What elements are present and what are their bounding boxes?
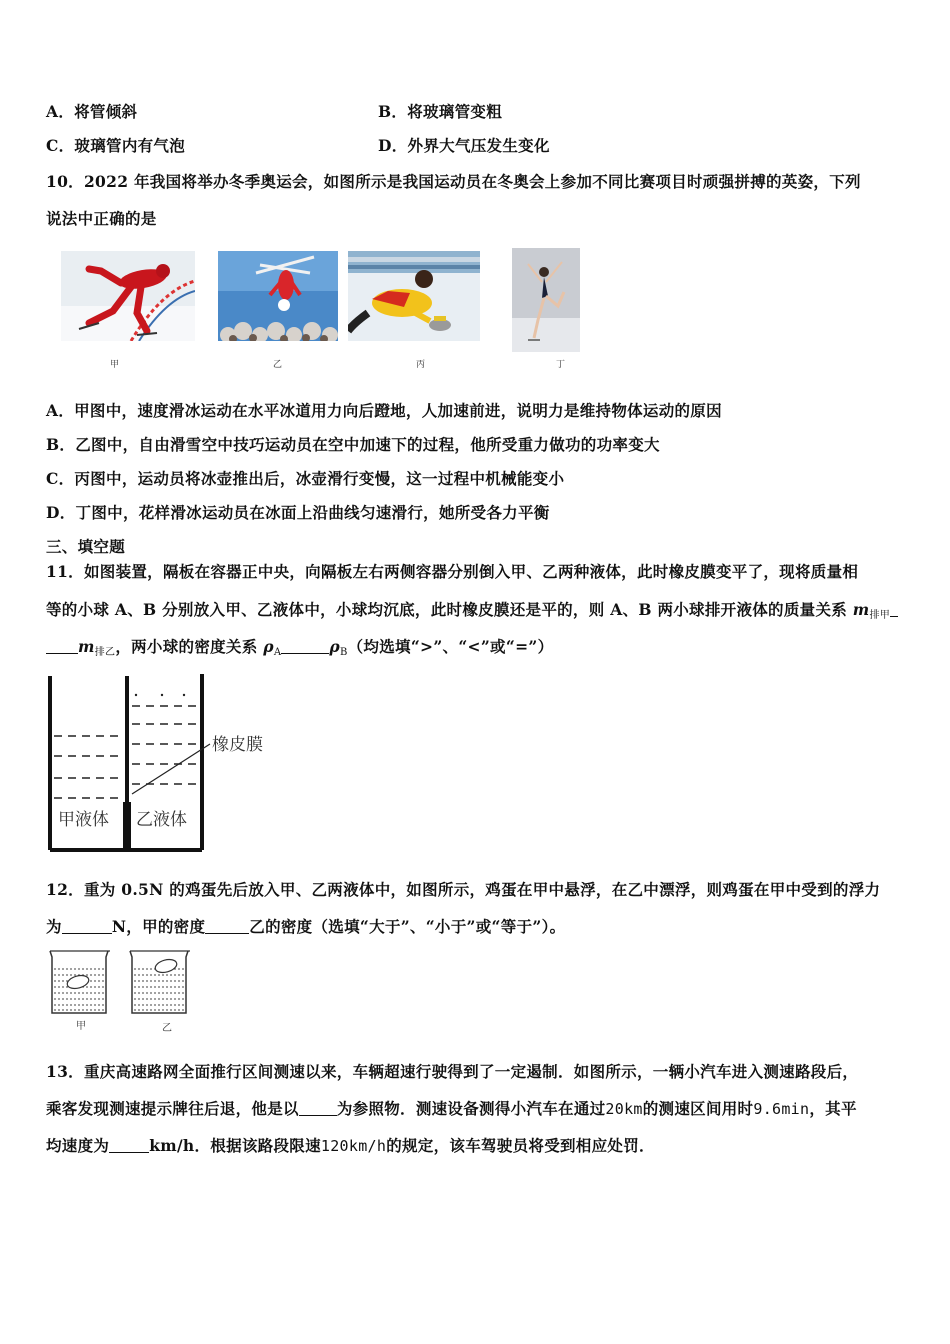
q12-line2-a: 为 — [46, 917, 62, 936]
q11-sub-b: B — [339, 647, 348, 658]
q13-line3 — [46, 1136, 655, 1156]
q11-blank-1a[interactable] — [890, 602, 898, 617]
q10-option-b: B．乙图中，自由滑雪空中技巧运动员在空中加速下的过程，他所受重力做功的功率变大 — [46, 435, 660, 454]
q11-rho-b: ρ — [329, 637, 340, 656]
q11-line1: 11．如图装置，隔板在容器正中央，向隔板左右两侧容器分别倒入甲、乙两种液体，此时橡皮膜变平了，现将质量相 — [46, 562, 859, 581]
figure-skating-photo — [512, 248, 580, 352]
q10-option-a: A．甲图中，速度滑冰运动在水平冰道用力向后蹬地，人加速前进，说明力是维持物体运动的原因 — [46, 401, 722, 420]
q9-option-c: C．玻璃管内有气泡 — [46, 136, 186, 155]
q10-option-d: D．丁图中，花样滑冰运动员在冰面上沿曲线匀速滑行，她所受各力平衡 — [46, 503, 550, 522]
q10-stem-line1: 10．2022 年我国将举办冬季奥运会，如图所示是我国运动员在冬奥会上参加不同比赛项目时顽强拼搏的英姿，下列 — [46, 172, 861, 191]
q11-line3-text: ，两小球的密度关系 — [115, 637, 264, 656]
membrane-label: 橡皮膜 — [212, 735, 263, 755]
q12-line2-b: N，甲的密度 — [111, 917, 206, 936]
q11-line2-text: 等的小球 A、B 分别放入甲、乙液体中，小球均沉底，此时橡皮膜还是平的，则 A、B 两小球排开液体的质量关系 — [46, 600, 853, 619]
q13-line3-d: 的规定，该车驾驶员将受到相应处罚． — [386, 1136, 655, 1155]
beaker-caption-yi: 乙 — [162, 1023, 172, 1034]
q13-line2-a: 乘客发现测速提示牌往后退，他是以 — [46, 1099, 299, 1118]
q9-option-d: D．外界大气压发生变化 — [378, 136, 550, 155]
q11-sub-jia: 排甲 — [869, 610, 891, 621]
beakers-egg-diagram — [44, 947, 204, 1037]
q11-m-symbol-2: m — [78, 637, 95, 656]
q11-rho-a: ρ — [263, 637, 274, 656]
q13-blank-1[interactable] — [299, 1101, 337, 1116]
q9-option-a: A．将管倾斜 — [46, 102, 138, 121]
beaker-yi — [130, 951, 190, 1013]
aerial-skiing-photo — [218, 251, 338, 341]
q10-stem-line2: 说法中正确的是 — [46, 209, 157, 228]
q11-line3 — [46, 637, 553, 663]
q11-line3-tail: （均选填“>”、“<”或“=”） — [347, 637, 554, 656]
q12-blank-2[interactable] — [205, 919, 249, 934]
beaker-caption-jia: 甲 — [76, 1021, 86, 1032]
q11-sub-a: A — [273, 647, 282, 658]
container-partition-diagram — [44, 672, 284, 854]
q12-line2-c: 乙的密度（选填“大于”、“小于”或“等于”）。 — [249, 917, 566, 936]
speed-skating-photo — [61, 251, 195, 341]
curling-photo — [348, 251, 480, 341]
q13-distance: 20km — [605, 1100, 643, 1118]
q12-line2 — [46, 917, 565, 937]
q11-sub-yi: 排乙 — [94, 647, 116, 658]
q12-blank-1[interactable] — [62, 919, 112, 934]
photo-caption-yi: 乙 — [273, 360, 283, 370]
q10-option-c: C．丙图中，运动员将冰壶推出后，冰壶滑行变慢，这一过程中机械能变小 — [46, 469, 565, 488]
q13-line2-f: ，其平 — [809, 1099, 857, 1118]
q13-line3-b: km/h．根据该路段限速 — [149, 1136, 321, 1155]
q11-m-symbol: m — [852, 600, 870, 619]
q13-time: 9.6min — [753, 1100, 810, 1118]
q12-line1: 12．重为 0.5N 的鸡蛋先后放入甲、乙两液体中，如图所示，鸡蛋在甲中悬浮，在乙中漂浮，则鸡蛋在甲中受到的浮力 — [46, 880, 881, 899]
q13-line3-a: 均速度为 — [46, 1136, 110, 1155]
left-liquid-label: 甲液体 — [58, 810, 109, 830]
q13-blank-2[interactable] — [109, 1138, 149, 1153]
section-title: 三、填空题 — [46, 537, 126, 556]
q13-speed-limit: 120km/h — [320, 1137, 387, 1155]
photo-caption-jia: 甲 — [110, 360, 120, 370]
photo-caption-bing: 丙 — [416, 360, 426, 370]
q11-line2 — [46, 600, 898, 626]
photo-caption-ding: 丁 — [556, 360, 566, 370]
right-liquid-label: 乙液体 — [136, 810, 187, 830]
q13-line2 — [46, 1099, 857, 1119]
q11-blank-2[interactable] — [281, 639, 329, 654]
q9-option-b: B．将玻璃管变粗 — [378, 102, 503, 121]
q11-blank-1b[interactable] — [46, 639, 78, 654]
beaker-jia — [50, 951, 110, 1013]
q13-line2-d: 的测速区间用时 — [642, 1099, 754, 1118]
q13-line2-b: 为参照物．测速设备测得小汽车在通过 — [336, 1099, 606, 1118]
q13-line1: 13．重庆高速路网全面推行区间测速以来，车辆超速行驶得到了一定遏制．如图所示，一辆小汽车进入测速路段后， — [46, 1062, 859, 1081]
